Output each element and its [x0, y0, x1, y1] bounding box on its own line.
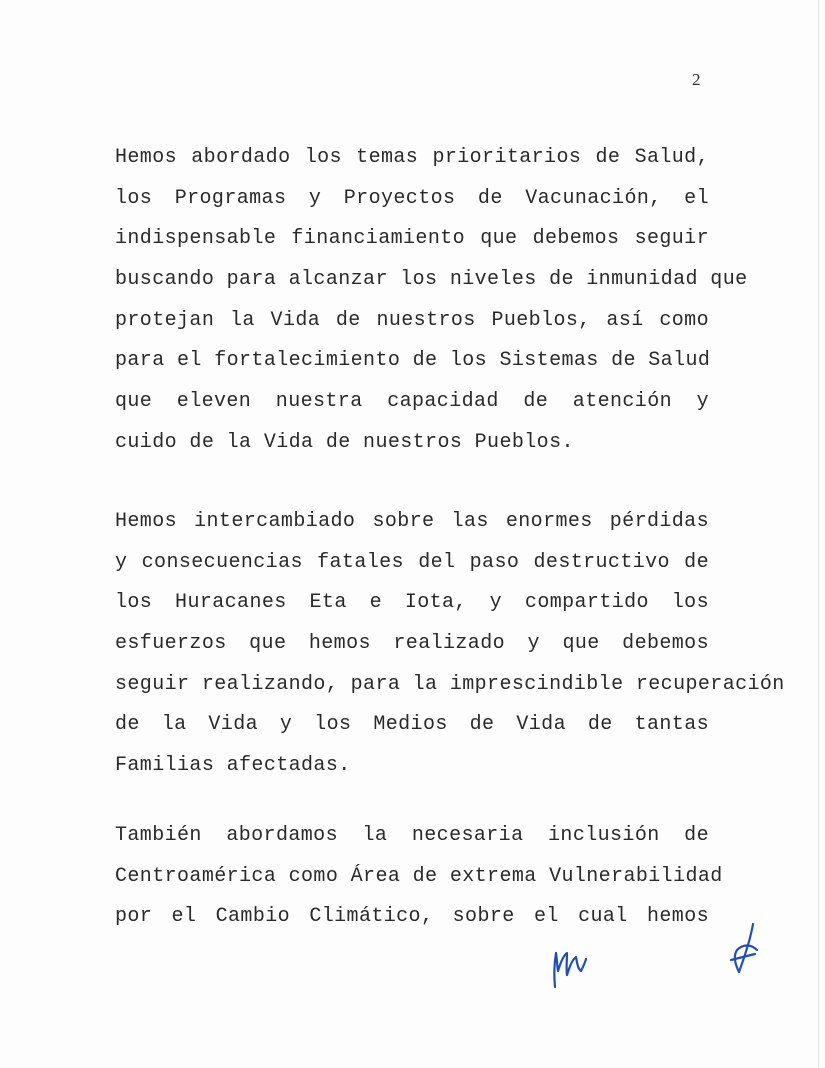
text-line: los Huracanes Eta e Iota, y compartido los — [115, 591, 709, 615]
text-line: protejan la Vida de nuestros Pueblos, así como — [115, 308, 709, 332]
text-line: buscando para alcanzar los niveles de inmunidad que — [115, 268, 748, 292]
text-line: esfuerzos que hemos realizado y que debemos — [115, 632, 709, 656]
paragraph-2 — [115, 502, 785, 787]
page-edge — [818, 0, 819, 1068]
text-line: de la Vida y los Medios de Vida de tantas — [115, 713, 709, 737]
text-line: para el fortalecimiento de los Sistemas de Salud — [115, 349, 711, 373]
text-line: Centroamérica como Área de extrema Vulnerabilidad — [115, 864, 723, 888]
initials-signature-left — [545, 945, 593, 993]
paragraph-1 — [115, 138, 748, 464]
text-line: indispensable financiamiento que debemos seguir — [115, 227, 709, 251]
text-line: que eleven nuestra capacidad de atención y — [115, 390, 709, 414]
paragraph-3 — [115, 816, 723, 938]
text-line: los Programas y Proyectos de Vacunación, el — [115, 186, 709, 210]
text-line: por el Cambio Climático, sobre el cual hemos — [115, 905, 709, 929]
text-line: y consecuencias fatales del paso destructivo de — [115, 550, 709, 574]
text-line: Hemos abordado los temas prioritarios de Salud, — [115, 146, 709, 169]
text-line: También abordamos la necesaria inclusión de — [115, 824, 709, 847]
initials-signature-right — [725, 920, 765, 980]
text-line: cuido de la Vida de nuestros Pueblos. — [115, 430, 574, 454]
page-number: 2 — [692, 70, 701, 89]
text-line: Hemos intercambiado sobre las enormes pérdidas — [115, 510, 709, 533]
text-line: Familias afectadas. — [115, 754, 351, 778]
text-line: seguir realizando, para la imprescindible recuperación — [115, 672, 785, 696]
